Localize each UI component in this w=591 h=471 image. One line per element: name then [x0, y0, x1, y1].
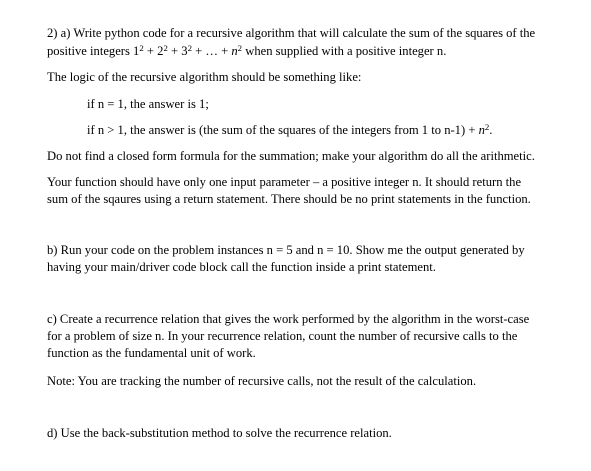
question-2c-line-3: function as the fundamental unit of work.: [47, 346, 256, 360]
sum-series: + $2^2 + 3^2$ + … + $n^2$: [143, 43, 243, 58]
question-2a-line-2: [47, 43, 446, 59]
note: Note: You are tracking the number of recursive calls, not the result of the calculation.: [47, 374, 477, 388]
no-closed-form-instruction: Do not find a closed form formula for the summation; make your algorithm do all the arithmetic.: [47, 149, 535, 163]
question-2b-line-1: b) Run your code on the problem instances n = 5 and n = 10. Show me the output generated by: [47, 243, 525, 257]
recursive-case-text: if n > 1, the answer is (the sum of the squares of the integers from 1 to n-1) +: [87, 123, 479, 137]
question-2a-line-1: 2) a) Write python code for a recursive algorithm that will calculate the sum of the squares of the: [47, 26, 536, 40]
question-2c-line-2: for a problem of size n. In your recurrence relation, count the number of recursive calls to the: [47, 329, 518, 343]
q2a-line2-prefix: positive integers 1: [47, 44, 140, 58]
logic-intro: The logic of the recursive algorithm should be something like:: [47, 70, 362, 84]
question-2b-line-2: having your main/driver code block call the function inside a print statement.: [47, 260, 436, 274]
recursive-case-period: .: [489, 123, 493, 137]
n-squared: $n^2$: [478, 122, 490, 137]
exponent: 2: [139, 43, 144, 54]
question-2d: d) Use the back-substitution method to solve the recurrence relation.: [47, 426, 392, 440]
parameter-instruction-line-1: Your function should have only one input parameter – a positive integer n. It should return the: [47, 175, 522, 189]
recursive-case: [87, 122, 492, 138]
q2a-line2-suffix: when supplied with a positive integer n.: [242, 44, 447, 58]
question-2c-line-1: c) Create a recurrence relation that gives the work performed by the algorithm in the worst-case: [47, 312, 530, 326]
base-case: if n = 1, the answer is 1;: [87, 97, 209, 111]
parameter-instruction-line-2: sum of the sqaures using a return statement. There should be no print statements in the function.: [47, 192, 531, 206]
